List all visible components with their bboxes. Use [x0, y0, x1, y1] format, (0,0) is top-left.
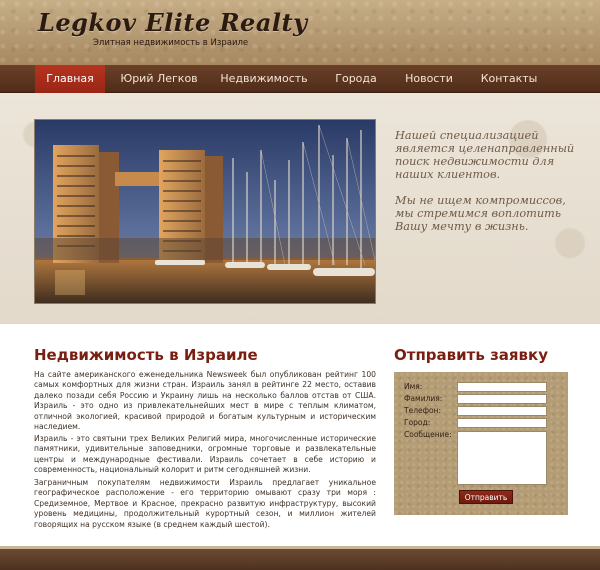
marina-photo [34, 119, 376, 304]
hero-banner [0, 93, 600, 324]
site-header [0, 0, 600, 65]
site-footer [0, 549, 600, 570]
request-form [394, 372, 568, 515]
surname-field[interactable] [457, 394, 547, 404]
main-nav [0, 65, 600, 93]
content-paragraph-3: Заграничным покупателям недвижимости Израиль предлагает уникальное географическое расположение - его территорию омывают сразу три моря : Средиземное, Мертвое и Красное, прекрасно развитую инфраструктуру, высокий уровень медицины, продолжительный курортный сезон, и миллион жителей говорящих на русском языке (в среднем каждый шестой). [34, 478, 376, 529]
nav-item-news[interactable]: Новости [405, 72, 453, 85]
nav-item-cities[interactable]: Города [335, 72, 377, 85]
site-logo[interactable]: Legkov Elite Realty [38, 8, 308, 37]
content-title: Недвижимость в Израиле [34, 346, 258, 364]
message-field[interactable] [457, 431, 547, 485]
nav-item-real-estate[interactable]: Недвижимость [220, 72, 308, 85]
hero-slogan [395, 129, 585, 246]
slogan-text-2: Мы не ищем компромиссов, мы стремимся воплотить Вашу мечту в жизнь. [395, 194, 566, 233]
surname-label: Фамилия: [404, 394, 443, 403]
phone-field[interactable] [457, 406, 547, 416]
content-paragraph-1: На сайте американского еженедельника Newsweek был опубликован рейтинг 100 самых комфортных для жизни стран. Израиль занял в рейтинге 22 место, оставив далеко позади себя Россию и Украину лишь на несколько баллов отстав от США. Израиль - это одно из привлекательнейших мест в мире с теплым климатом, отличной экологией, красивой природой и богатым культурным и историческим наследием. [34, 370, 376, 432]
message-label: Сообщение: [404, 430, 452, 439]
name-label: Имя: [404, 382, 423, 391]
content-paragraph-2: Израиль - это святыни трех Великих Религий мира, многочисленные исторические памятники, удивительные заповедники, огромные торговые и развлекательные центры и международные фестивали. Израиль сочетает в себе историю и современность, национальный колорит и ритм сегодняшней жизни. [34, 434, 376, 475]
name-field[interactable] [457, 382, 547, 392]
submit-button[interactable]: Отправить [459, 490, 513, 504]
form-title: Отправить заявку [394, 346, 548, 364]
nav-item-yuri-legkov[interactable]: Юрий Легков [120, 72, 198, 85]
nav-item-home[interactable]: Главная [35, 65, 105, 93]
city-field[interactable] [457, 418, 547, 428]
site-tagline: Элитная недвижимость в Израиле [93, 38, 249, 48]
slogan-text-1: Нашей специализацией является целенаправленный поиск недвижимости для наших клиентов. [395, 129, 575, 181]
phone-label: Телефон: [404, 406, 442, 415]
city-label: Город: [404, 418, 431, 427]
nav-item-contacts[interactable]: Контакты [480, 72, 538, 85]
